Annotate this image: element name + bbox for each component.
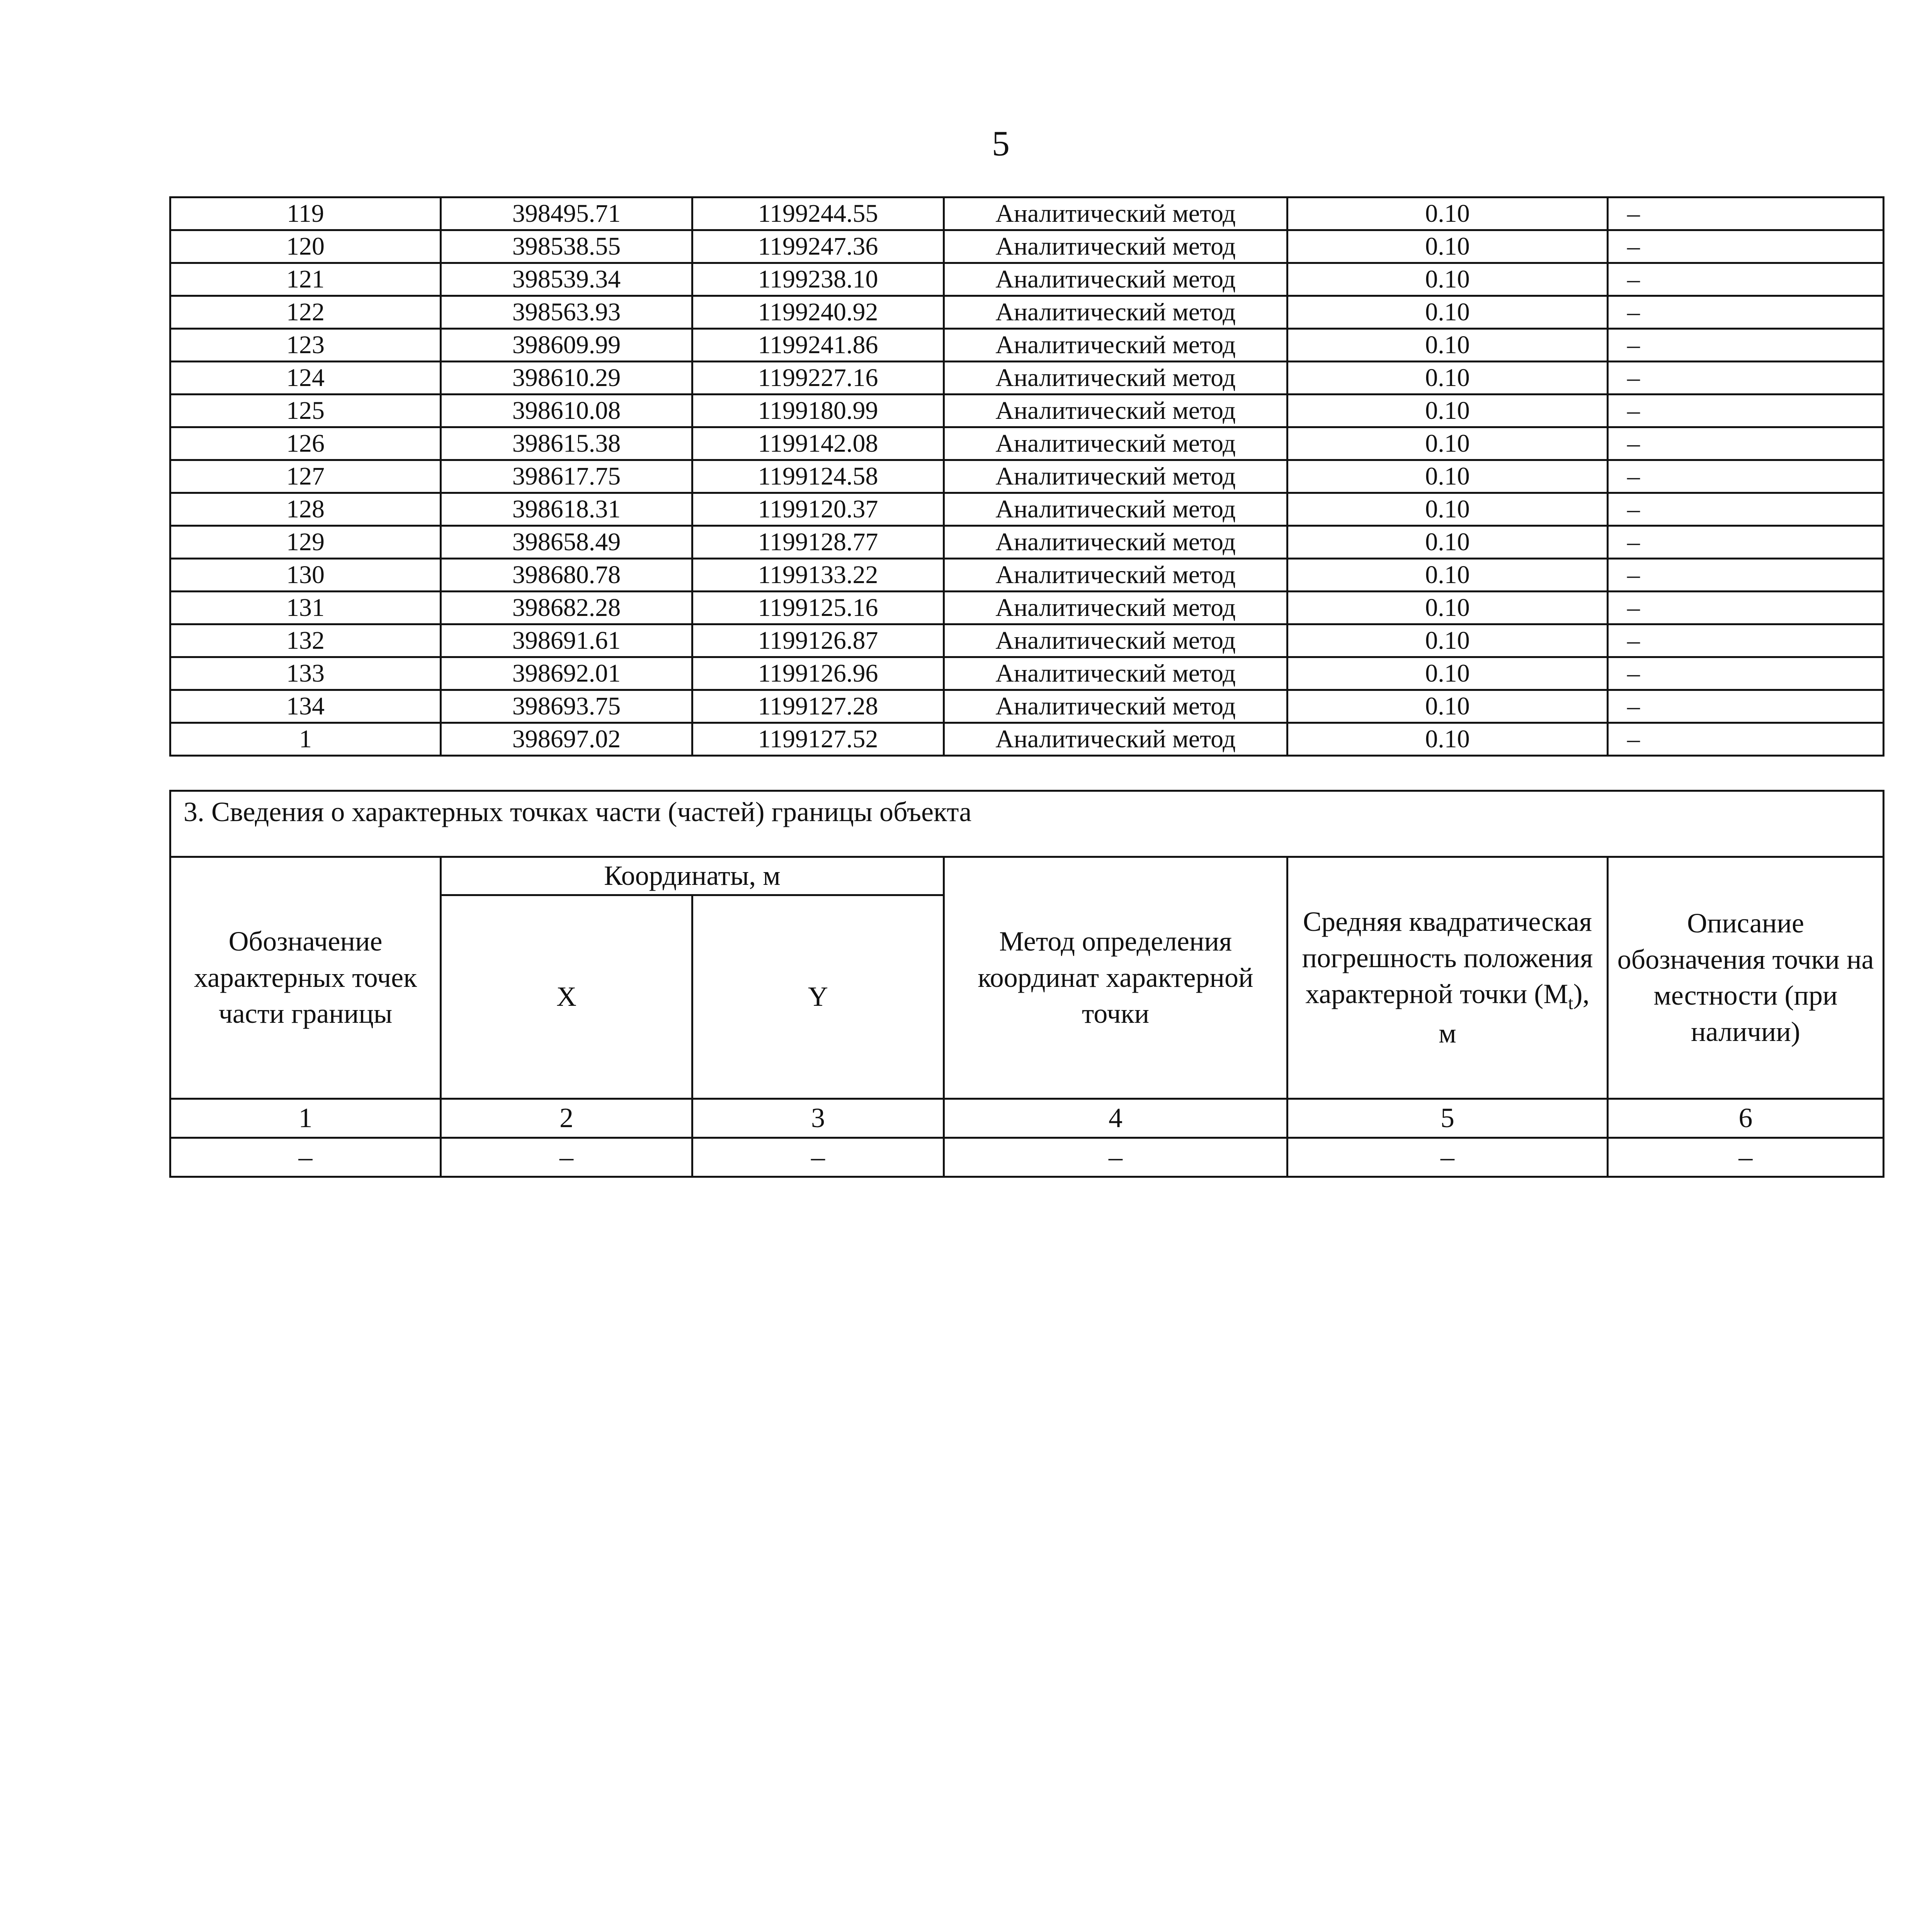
description-cell: – (1608, 427, 1884, 460)
table-row (170, 723, 1884, 756)
column-number-2: 2 (441, 1099, 692, 1138)
description-cell: – (1608, 296, 1884, 329)
method-cell: Аналитический метод (944, 197, 1287, 230)
table-row (170, 657, 1884, 690)
method-cell: Аналитический метод (944, 230, 1287, 263)
error-cell: 0.10 (1287, 493, 1608, 526)
method-cell: Аналитический метод (944, 690, 1287, 723)
empty-cell-6: – (1608, 1138, 1884, 1177)
error-cell: 0.10 (1287, 395, 1608, 427)
point-number-cell: 124 (170, 362, 441, 395)
error-cell: 0.10 (1287, 362, 1608, 395)
x-coordinate-cell: 398495.71 (441, 197, 692, 230)
method-cell: Аналитический метод (944, 296, 1287, 329)
error-cell: 0.10 (1287, 723, 1608, 756)
y-coordinate-cell: 1199244.55 (692, 197, 944, 230)
error-cell: 0.10 (1287, 197, 1608, 230)
method-cell: Аналитический метод (944, 493, 1287, 526)
empty-cell-5: – (1287, 1138, 1608, 1177)
x-coordinate-cell: 398697.02 (441, 723, 692, 756)
description-cell: – (1608, 559, 1884, 592)
table-row (170, 296, 1884, 329)
x-coordinate-cell: 398615.38 (441, 427, 692, 460)
point-number-cell: 130 (170, 559, 441, 592)
table-row (170, 230, 1884, 263)
table-row (170, 197, 1884, 230)
table-row (170, 559, 1884, 592)
point-number-cell: 120 (170, 230, 441, 263)
empty-cell-1: – (170, 1138, 441, 1177)
table-row (170, 329, 1884, 362)
x-coordinate-cell: 398563.93 (441, 296, 692, 329)
table-row (170, 493, 1884, 526)
y-coordinate-cell: 1199240.92 (692, 296, 944, 329)
x-coordinate-cell: 398617.75 (441, 460, 692, 493)
point-number-cell: 127 (170, 460, 441, 493)
table-row (170, 460, 1884, 493)
header-method: Метод определения координат характерной точки (944, 857, 1287, 1099)
column-number-4: 4 (944, 1099, 1287, 1138)
point-number-cell: 126 (170, 427, 441, 460)
description-cell: – (1608, 460, 1884, 493)
error-cell: 0.10 (1287, 460, 1608, 493)
method-cell: Аналитический метод (944, 624, 1287, 657)
y-coordinate-cell: 1199247.36 (692, 230, 944, 263)
description-cell: – (1608, 723, 1884, 756)
empty-cell-4: – (944, 1138, 1287, 1177)
method-cell: Аналитический метод (944, 263, 1287, 296)
method-cell: Аналитический метод (944, 657, 1287, 690)
page-number: 5 (992, 124, 1010, 163)
method-cell: Аналитический метод (944, 362, 1287, 395)
x-coordinate-cell: 398538.55 (441, 230, 692, 263)
description-cell: – (1608, 690, 1884, 723)
description-cell: – (1608, 263, 1884, 296)
method-cell: Аналитический метод (944, 559, 1287, 592)
section-3-title: 3. Сведения о характерных точках части (частей) границы объекта (170, 791, 1884, 857)
error-cell: 0.10 (1287, 230, 1608, 263)
y-coordinate-cell: 1199127.52 (692, 723, 944, 756)
point-number-cell: 131 (170, 592, 441, 624)
error-cell: 0.10 (1287, 559, 1608, 592)
column-number-row (170, 1099, 1884, 1138)
x-coordinate-cell: 398539.34 (441, 263, 692, 296)
y-coordinate-cell: 1199126.87 (692, 624, 944, 657)
description-cell: – (1608, 230, 1884, 263)
y-coordinate-cell: 1199127.28 (692, 690, 944, 723)
table-row (170, 427, 1884, 460)
x-coordinate-cell: 398618.31 (441, 493, 692, 526)
header-coordinates: Координаты, м (441, 857, 944, 895)
points-table (169, 196, 1884, 757)
x-coordinate-cell: 398609.99 (441, 329, 692, 362)
error-cell: 0.10 (1287, 296, 1608, 329)
empty-cell-2: – (441, 1138, 692, 1177)
x-coordinate-cell: 398691.61 (441, 624, 692, 657)
description-cell: – (1608, 526, 1884, 559)
error-cell: 0.10 (1287, 592, 1608, 624)
table-row (170, 592, 1884, 624)
point-number-cell: 119 (170, 197, 441, 230)
x-coordinate-cell: 398692.01 (441, 657, 692, 690)
y-coordinate-cell: 1199227.16 (692, 362, 944, 395)
method-cell: Аналитический метод (944, 526, 1287, 559)
x-coordinate-cell: 398610.29 (441, 362, 692, 395)
y-coordinate-cell: 1199120.37 (692, 493, 944, 526)
error-cell: 0.10 (1287, 526, 1608, 559)
header-description: Описание обозначения точки на местности (при наличии) (1608, 857, 1884, 1099)
y-coordinate-cell: 1199238.10 (692, 263, 944, 296)
x-coordinate-cell: 398610.08 (441, 395, 692, 427)
error-cell: 0.10 (1287, 624, 1608, 657)
table-row (170, 624, 1884, 657)
header-error-text: Средняя квадратическая погрешность положения характерной точки (M (1302, 906, 1593, 1010)
method-cell: Аналитический метод (944, 329, 1287, 362)
error-cell: 0.10 (1287, 329, 1608, 362)
point-number-cell: 125 (170, 395, 441, 427)
x-coordinate-cell: 398693.75 (441, 690, 692, 723)
header-y: Y (692, 895, 944, 1099)
y-coordinate-cell: 1199128.77 (692, 526, 944, 559)
method-cell: Аналитический метод (944, 427, 1287, 460)
y-coordinate-cell: 1199241.86 (692, 329, 944, 362)
header-x: X (441, 895, 692, 1099)
header-mean-square-error (1287, 857, 1608, 1099)
point-number-cell: 123 (170, 329, 441, 362)
column-number-5: 5 (1287, 1099, 1608, 1138)
x-coordinate-cell: 398680.78 (441, 559, 692, 592)
y-coordinate-cell: 1199126.96 (692, 657, 944, 690)
section-title-row (170, 791, 1884, 857)
y-coordinate-cell: 1199142.08 (692, 427, 944, 460)
method-cell: Аналитический метод (944, 460, 1287, 493)
x-coordinate-cell: 398658.49 (441, 526, 692, 559)
description-cell: – (1608, 395, 1884, 427)
y-coordinate-cell: 1199124.58 (692, 460, 944, 493)
method-cell: Аналитический метод (944, 723, 1287, 756)
header-row-top (170, 857, 1884, 895)
point-number-cell: 122 (170, 296, 441, 329)
table-row (170, 526, 1884, 559)
y-coordinate-cell: 1199180.99 (692, 395, 944, 427)
point-number-cell: 132 (170, 624, 441, 657)
column-number-1: 1 (170, 1099, 441, 1138)
y-coordinate-cell: 1199133.22 (692, 559, 944, 592)
empty-data-row (170, 1138, 1884, 1177)
header-point-designation: Обозначение характерных точек части границы (170, 857, 441, 1099)
point-number-cell: 128 (170, 493, 441, 526)
point-number-cell: 1 (170, 723, 441, 756)
method-cell: Аналитический метод (944, 592, 1287, 624)
empty-cell-3: – (692, 1138, 944, 1177)
header-error-subscript: t (1568, 993, 1573, 1014)
error-cell: 0.10 (1287, 263, 1608, 296)
description-cell: – (1608, 493, 1884, 526)
column-number-6: 6 (1608, 1099, 1884, 1138)
point-number-cell: 134 (170, 690, 441, 723)
description-cell: – (1608, 329, 1884, 362)
table-row (170, 395, 1884, 427)
error-cell: 0.10 (1287, 427, 1608, 460)
description-cell: – (1608, 197, 1884, 230)
point-number-cell: 129 (170, 526, 441, 559)
description-cell: – (1608, 624, 1884, 657)
description-cell: – (1608, 592, 1884, 624)
table-row (170, 263, 1884, 296)
point-number-cell: 133 (170, 657, 441, 690)
y-coordinate-cell: 1199125.16 (692, 592, 944, 624)
table-row (170, 690, 1884, 723)
error-cell: 0.10 (1287, 657, 1608, 690)
header-error-unit: ), м (1439, 978, 1590, 1049)
x-coordinate-cell: 398682.28 (441, 592, 692, 624)
method-cell: Аналитический метод (944, 395, 1287, 427)
table-row (170, 362, 1884, 395)
error-cell: 0.10 (1287, 690, 1608, 723)
section-3-table (169, 790, 1884, 1178)
point-number-cell: 121 (170, 263, 441, 296)
column-number-3: 3 (692, 1099, 944, 1138)
description-cell: – (1608, 657, 1884, 690)
points-table-body (170, 197, 1884, 756)
description-cell: – (1608, 362, 1884, 395)
